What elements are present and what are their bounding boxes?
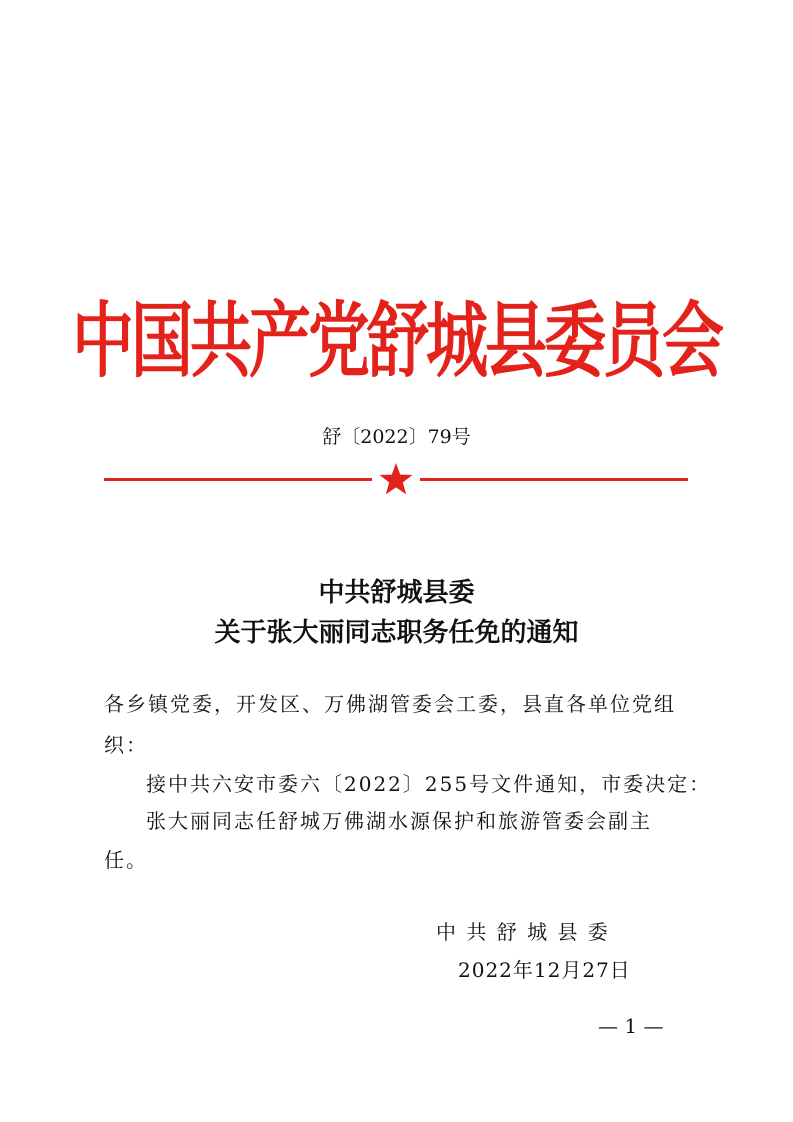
body-paragraph-2-line-1: 张大丽同志任舒城万佛湖水源保护和旅游管委会副主 bbox=[146, 809, 652, 833]
recipients-line-2: 织： bbox=[104, 733, 148, 757]
red-star-icon bbox=[378, 462, 414, 496]
notice-title-line-1: 中共舒城县委 bbox=[318, 578, 475, 608]
recipients-line-1: 各乡镇党委，开发区、万佛湖管委会工委，县直各单位党组 bbox=[104, 692, 676, 716]
notice-title-line-2: 关于张大丽同志职务任免的通知 bbox=[214, 618, 579, 648]
body-paragraph-2-line-2: 任。 bbox=[104, 848, 148, 872]
signature-date: 2022年12月27日 bbox=[458, 958, 631, 982]
document-number: 舒〔2022〕79号 bbox=[322, 426, 471, 448]
body-paragraph-1: 接中共六安市委六〔2022〕255号文件通知，市委决定： bbox=[146, 772, 712, 796]
masthead-title: 中国共产党舒城县委员会 bbox=[71, 292, 721, 389]
red-divider-right bbox=[420, 478, 688, 481]
page-number: — 1 — bbox=[598, 1014, 664, 1038]
signature-organization: 中 共 舒 城 县 委 bbox=[436, 920, 610, 944]
red-divider-left bbox=[104, 478, 372, 481]
